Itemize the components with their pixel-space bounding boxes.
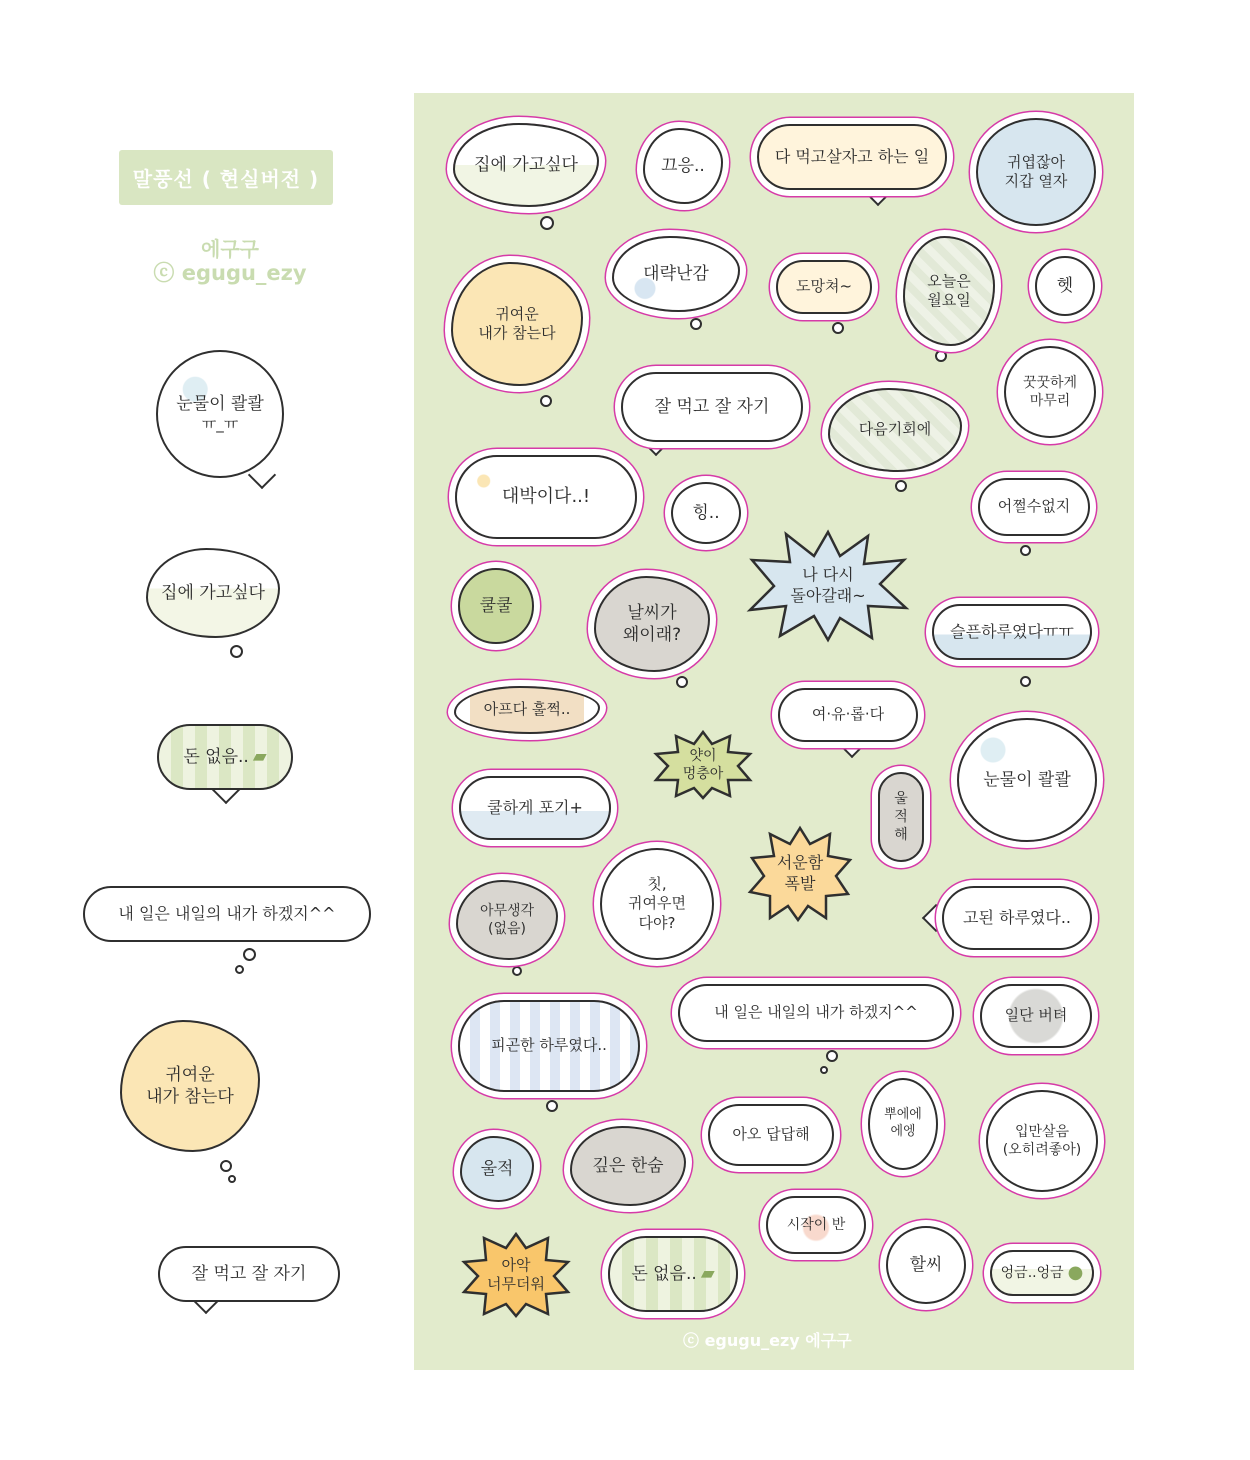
sticker-run-away[interactable] (776, 260, 872, 314)
money-icon: ▰ (252, 746, 267, 768)
sticker-text: 대략난감 (643, 263, 709, 284)
thought-dot (220, 1160, 232, 1172)
crying-face-icon: ㅠ_ㅠ (201, 415, 239, 434)
thought-dot (230, 645, 243, 658)
sticker-text: 잘 먹고 잘 자기 (654, 396, 770, 417)
sticker-no-money[interactable] (608, 1236, 738, 1312)
sticker-crawl[interactable] (990, 1250, 1094, 1296)
sticker-upset[interactable] (748, 826, 852, 922)
turtle-icon: ● (1067, 1262, 1084, 1284)
preview-bubble-text: 돈 없음.. (183, 746, 249, 767)
sticker-snore[interactable] (458, 568, 534, 644)
thought-dot (895, 480, 907, 492)
sticker-text: 어쩔수없지 (997, 497, 1071, 516)
sticker-text: 아악 너무더워 (487, 1255, 545, 1293)
sticker-text: 아오 답답해 (732, 1125, 810, 1144)
thought-dot (1020, 545, 1031, 556)
sticker-silly[interactable] (654, 730, 752, 800)
sticker-text: 내 일은 내일의 내가 하겠지^^ (714, 1003, 918, 1022)
sticker-text: 집에 가고싶다 (474, 154, 578, 175)
sticker-sad-day[interactable] (932, 604, 1092, 660)
sticker-text: 대박이다..! (501, 486, 591, 508)
sticker-jackpot[interactable] (455, 455, 637, 539)
thought-dot (690, 318, 702, 330)
brand-logo (150, 238, 310, 285)
sticker-text: 깊은 한숨 (592, 1155, 664, 1176)
sticker-cute-whatever[interactable] (600, 848, 714, 960)
sticker-text: 꿋꿋하게 마무리 (1022, 374, 1078, 409)
sticker-pout[interactable] (671, 482, 741, 544)
sticker-text: 일단 버텨 (1004, 1006, 1068, 1025)
sticker-text: 쿨쿨 (479, 595, 513, 616)
sticker-frustrated[interactable] (708, 1104, 834, 1166)
sheet-title-label: 말풍선 ( 현실버전 ) (119, 150, 333, 205)
brand-handle: ⓒ egugu_ezy (153, 261, 307, 285)
sticker-all-for-living[interactable] (757, 124, 947, 190)
thought-dot (832, 322, 844, 334)
sticker-text: 다 먹고살자고 하는 일 (774, 146, 930, 166)
sticker-text: 도망쳐~ (795, 277, 853, 296)
thought-dot (235, 965, 244, 974)
thought-dot (540, 216, 554, 230)
sticker-text: 아프다 훌쩍.. (483, 700, 571, 719)
sticker-hang-in[interactable] (980, 984, 1092, 1048)
sticker-text: 여·유·롭·다 (811, 705, 885, 724)
sticker-text: 서운함 폭발 (776, 853, 824, 893)
thought-dot (826, 1050, 838, 1062)
sticker-wail[interactable] (868, 1078, 938, 1170)
preview-bubble-text: 집에 가고싶다 (161, 582, 265, 603)
sticker-tsk[interactable] (886, 1226, 966, 1304)
sticker-text: 쿨하게 포기+ (487, 797, 583, 817)
sticker-text: 돈 없음.. (631, 1263, 697, 1284)
sticker-tired-day[interactable] (458, 1000, 640, 1092)
sticker-text: 끄응.. (661, 155, 705, 176)
sticker-tears[interactable] (957, 718, 1097, 842)
sticker-no-choice[interactable] (978, 478, 1090, 536)
sticker-text: 다음기회에 (858, 420, 932, 439)
thought-dot (228, 1175, 236, 1183)
sticker-text: 엉금..엉금 (1000, 1264, 1064, 1281)
sticker-text: 피곤한 하루였다.. (491, 1036, 607, 1055)
sticker-text: 귀엽잖아 지갑 열자 (1004, 152, 1068, 190)
preview-bubble-no-money (157, 724, 293, 790)
sticker-text: 힝.. (692, 502, 720, 523)
sticker-text: 뿌에에 에엥 (884, 1107, 922, 1139)
sticker-text: 헷 (1056, 275, 1074, 296)
thought-dot (1020, 676, 1031, 687)
sticker-text: 울 적 해 (894, 790, 908, 844)
preview-bubble-text: 내 일은 내일의 내가 하겠지^^ (118, 903, 336, 923)
sticker-text: 고된 하루였다.. (963, 907, 1071, 927)
sticker-tomorrow-me[interactable] (678, 984, 954, 1042)
sticker-text: 울적 (480, 1158, 514, 1179)
preview-bubble-text: 잘 먹고 잘 자기 (191, 1263, 307, 1284)
sticker-eat-sleep[interactable] (621, 372, 803, 442)
sticker-text: 할씨 (909, 1254, 943, 1275)
sticker-all-talk[interactable] (986, 1090, 1098, 1192)
thought-dot (676, 676, 688, 688)
preview-bubble-home (146, 548, 280, 638)
preview-bubble-crying (156, 350, 284, 478)
preview-bubble-text: 눈물이 콸콸 (176, 394, 264, 415)
money-icon: ▰ (700, 1263, 715, 1285)
thought-dot (820, 1066, 828, 1074)
sticker-hehe[interactable] (1035, 256, 1095, 316)
thought-dot (243, 948, 256, 961)
sticker-text: 귀여운 내가 참는다 (478, 304, 556, 342)
preview-bubble-cute (120, 1020, 260, 1152)
sticker-too-hot[interactable] (462, 1232, 570, 1318)
sticker-text: 오늘은 월요일 (927, 271, 971, 309)
sticker-go-back[interactable] (748, 530, 908, 642)
thought-dot (512, 966, 522, 976)
sticker-relaxed[interactable] (778, 688, 918, 742)
sticker-text: 입만살음 (오히려좋아) (1002, 1123, 1082, 1158)
sticker-text: 아무생각 (없음) (479, 902, 535, 937)
sticker-tough-day[interactable] (942, 886, 1092, 950)
sticker-cool-giveup[interactable] (459, 776, 611, 840)
thought-dot (935, 350, 947, 362)
sticker-text: 날씨가 왜이래? (622, 602, 682, 645)
sticker-text: 눈물이 콸콸 (983, 769, 1071, 790)
sticker-finish-strong[interactable] (1004, 346, 1096, 438)
sticker-text: 슬픈하루였다ㅠㅠ (950, 621, 1074, 641)
preview-bubble-text: 귀여운 내가 참는다 (146, 1064, 234, 1107)
thought-dot (540, 395, 552, 407)
sticker-text: 시작이 반 (786, 1216, 846, 1233)
sticker-text: 나 다시 돌아갈래~ (790, 565, 866, 605)
sticker-text: 얏이 멍충아 (682, 747, 724, 782)
thought-dot (546, 1100, 558, 1112)
brand-name: 에구구 (201, 237, 259, 261)
sheet-footer-brand: ⓒ egugu_ezy 에구구 (683, 1331, 852, 1350)
sticker-open-wallet[interactable] (976, 118, 1096, 226)
preview-bubble-eat-sleep (158, 1246, 340, 1302)
sticker-half-done[interactable] (766, 1196, 866, 1254)
sticker-gloomy-vertical[interactable] (878, 772, 924, 862)
preview-bubble-tomorrow (83, 886, 371, 942)
sticker-text: 칫, 귀여우면 다야? (628, 874, 686, 932)
